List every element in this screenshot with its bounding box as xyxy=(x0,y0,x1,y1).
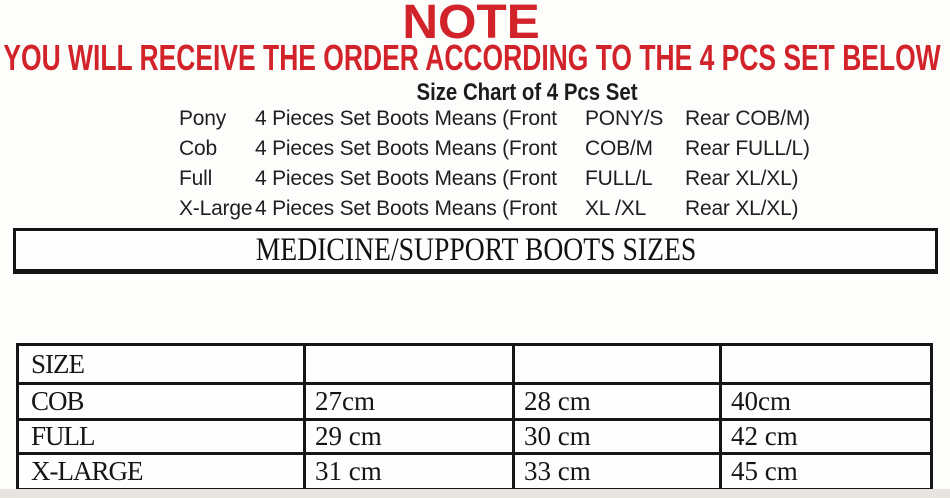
set-label: Cob xyxy=(179,137,217,160)
set-rear-size: Rear FULL/L) xyxy=(685,137,810,160)
set-front-size: XL /XL xyxy=(585,197,647,220)
set-desc: 4 Pieces Set Boots Means (Front xyxy=(255,107,557,130)
measurement-cell: 33 cm xyxy=(514,454,721,490)
set-row-xlarge xyxy=(179,194,810,224)
set-front-size: PONY/S xyxy=(585,107,664,130)
table-row-cob xyxy=(18,384,932,420)
header-cell xyxy=(721,345,932,384)
table-row-xlarge xyxy=(18,454,932,490)
banner-title: MEDICINE/SUPPORT BOOTS SIZES xyxy=(255,232,696,268)
boots-sizes-table xyxy=(16,343,933,492)
measurement-cell: 40cm xyxy=(721,384,932,420)
row-label: COB xyxy=(18,384,305,420)
measurement-cell: 45 cm xyxy=(721,454,932,490)
set-row-cob xyxy=(179,134,810,164)
measurement-cell: 30 cm xyxy=(514,420,721,454)
set-rear-size: Rear COB/M) xyxy=(685,107,810,130)
pcs-set-rows xyxy=(179,104,810,224)
table-header-row xyxy=(18,345,932,384)
set-row-pony xyxy=(179,104,810,134)
set-row-full xyxy=(179,164,810,194)
measurement-cell: 28 cm xyxy=(514,384,721,420)
set-label: X-Large xyxy=(179,197,253,220)
set-label: Pony xyxy=(179,107,227,130)
measurement-cell: 27cm xyxy=(305,384,514,420)
set-desc: 4 Pieces Set Boots Means (Front xyxy=(255,167,557,190)
measurement-cell: 29 cm xyxy=(305,420,514,454)
set-front-size: COB/M xyxy=(585,137,653,160)
bottom-edge-strip xyxy=(0,489,950,498)
set-front-size: FULL/L xyxy=(585,167,653,190)
set-desc: 4 Pieces Set Boots Means (Front xyxy=(255,137,557,160)
measurement-cell: 31 cm xyxy=(305,454,514,490)
row-label: X-LARGE xyxy=(18,454,305,490)
set-desc: 4 Pieces Set Boots Means (Front xyxy=(255,197,557,220)
header-cell-size: SIZE xyxy=(18,345,305,384)
medicine-boots-banner xyxy=(13,228,938,274)
set-label: Full xyxy=(179,167,213,190)
note-subtitle: YOU WILL RECEIVE THE ORDER ACCORDING TO THE 4 PCS SET BELOW xyxy=(3,37,941,78)
table-row-full xyxy=(18,420,932,454)
set-rear-size: Rear XL/XL) xyxy=(685,197,799,220)
size-chart-heading: Size Chart of 4 Pcs Set xyxy=(416,79,638,106)
row-label: FULL xyxy=(18,420,305,454)
note-title: NOTE xyxy=(402,0,540,49)
header-cell xyxy=(305,345,514,384)
set-rear-size: Rear XL/XL) xyxy=(685,167,799,190)
header-cell xyxy=(514,345,721,384)
measurement-cell: 42 cm xyxy=(721,420,932,454)
